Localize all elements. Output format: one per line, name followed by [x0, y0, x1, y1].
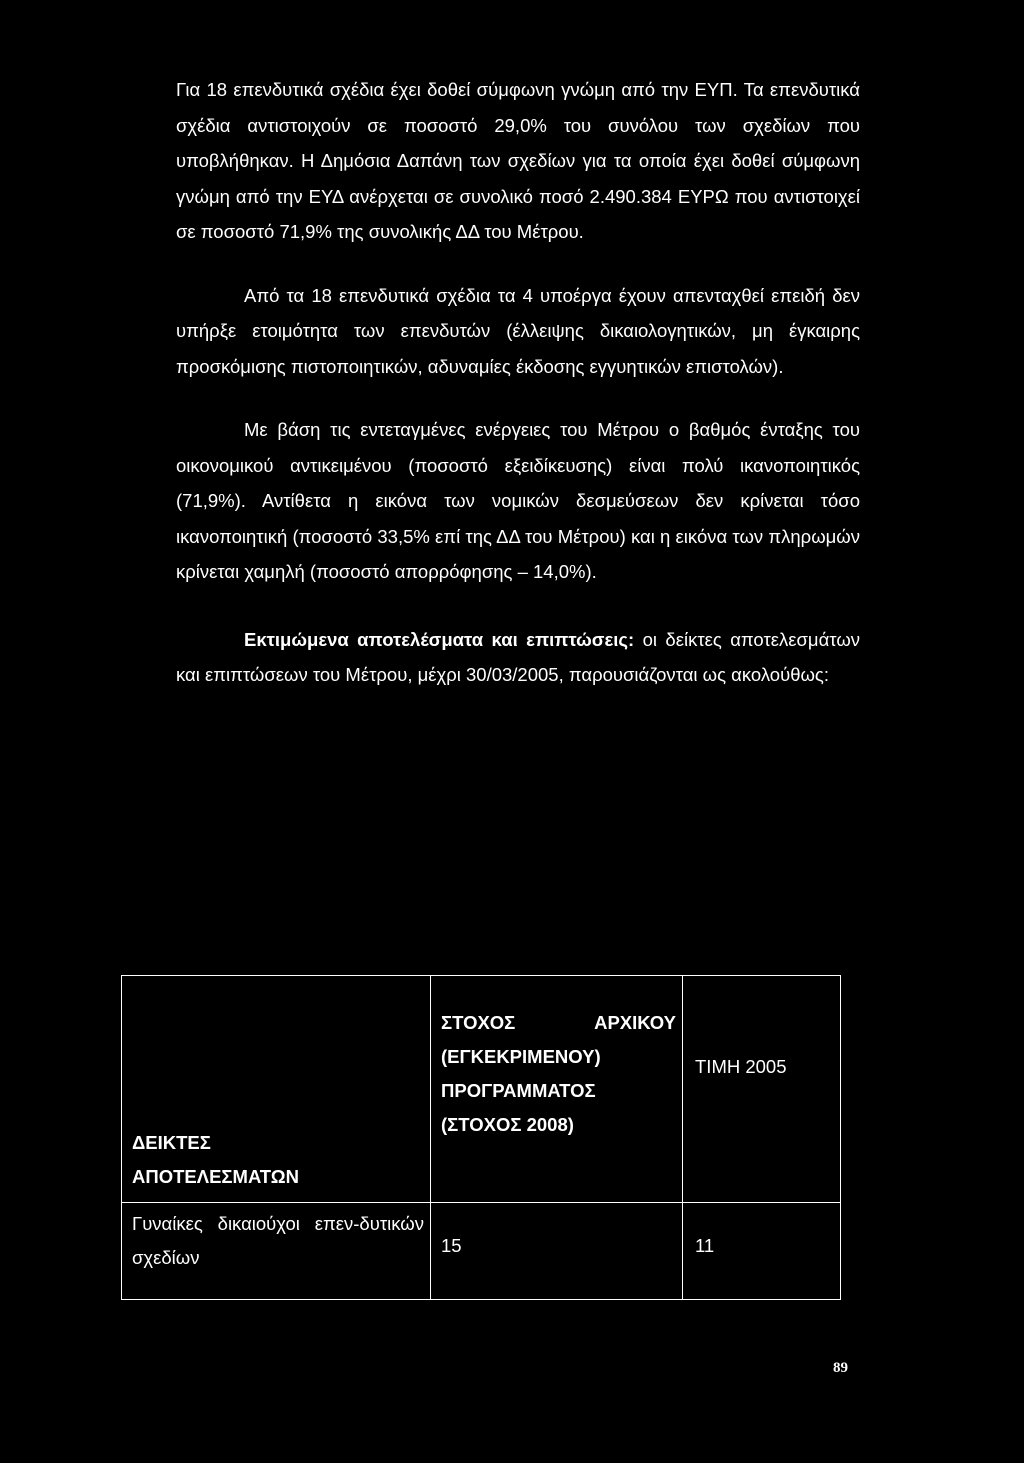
- paragraph-approvals: Για 18 επενδυτικά σχέδια έχει δοθεί σύμφωνη γνώμη από την ΕΥΠ. Τα επενδυτικά σχέδια αντιστοιχούν σε ποσοστό 29,0% του συνόλου των σχεδίων που υποβλήθηκαν. Η Δημόσια Δαπάνη των σχεδίων για τα οποία έχει δοθεί σύμφωνη γνώμη από την ΕΥΔ ανέρχεται σε συνολικό ποσό 2.490.384 ΕΥΡΩ που αντιστοιχεί σε ποσοστό 71,9% της συνολικής ΔΔ του Μέτρου.: [176, 79, 860, 242]
- page-number: 89: [833, 1360, 848, 1376]
- document-body: [176, 72, 860, 693]
- cell-target: 15: [431, 1203, 683, 1300]
- paragraph-expected-results: [176, 622, 860, 693]
- results-heading: Εκτιμώμενα αποτελέσματα και επιπτώσεις:: [244, 628, 635, 650]
- cell-value-2005: 11: [683, 1203, 841, 1300]
- paragraph-progress-assessment: Με βάση τις εντεταγμένες ενέργειες του Μέτρου ο βαθμός ένταξης του οικονομικού αντικειμένου (ποσοστό εξειδίκευσης) είναι πολύ ικανοποιητικός (71,9%). Αντίθετα η εικόνα των νομικών δεσμεύσεων δεν κρίνεται τόσο ικανοποιητική (ποσοστό 33,5% επί της ΔΔ του Μέτρου) και η εικόνα των πληρωμών κρίνεται χαμηλή (ποσοστό απορρόφησης – 14,0%).: [176, 419, 860, 582]
- header-target-2008: ΣΤΟΧΟΣ ΑΡΧΙΚΟΥ (ΕΓΚΕΚΡΙΜΕΝΟΥ) ΠΡΟΓΡΑΜΜΑΤΟΣ (ΣΤΟΧΟΣ 2008): [431, 976, 683, 1203]
- results-intro: οι δείκτες αποτελεσμάτων και επιπτώσεων του Μέτρου, μέχρι 30/03/2005, παρουσιάζονται ως ακολούθως:: [176, 628, 861, 685]
- cell-indicator: Γυναίκες δικαιούχοι επεν-δυτικών σχεδίων: [122, 1203, 431, 1300]
- results-indicators-table: [121, 975, 841, 1300]
- header-indicators: ΔΕΙΚΤΕΣ ΑΠΟΤΕΛΕΣΜΑΤΩΝ: [122, 976, 431, 1203]
- table-row: [122, 1203, 841, 1300]
- table-header-row: [122, 976, 841, 1203]
- paragraph-withdrawn-projects: Από τα 18 επενδυτικά σχέδια τα 4 υποέργα έχουν απενταχθεί επειδή δεν υπήρξε ετοιμότητα των επενδυτών (έλλειψης δικαιολογητικών, μη έγκαιρης προσκόμισης πιστοποιητικών, αδυναμίες έκδοσης εγγυητικών επιστολών).: [176, 284, 860, 377]
- header-value-2005: ΤΙΜΗ 2005: [683, 976, 841, 1203]
